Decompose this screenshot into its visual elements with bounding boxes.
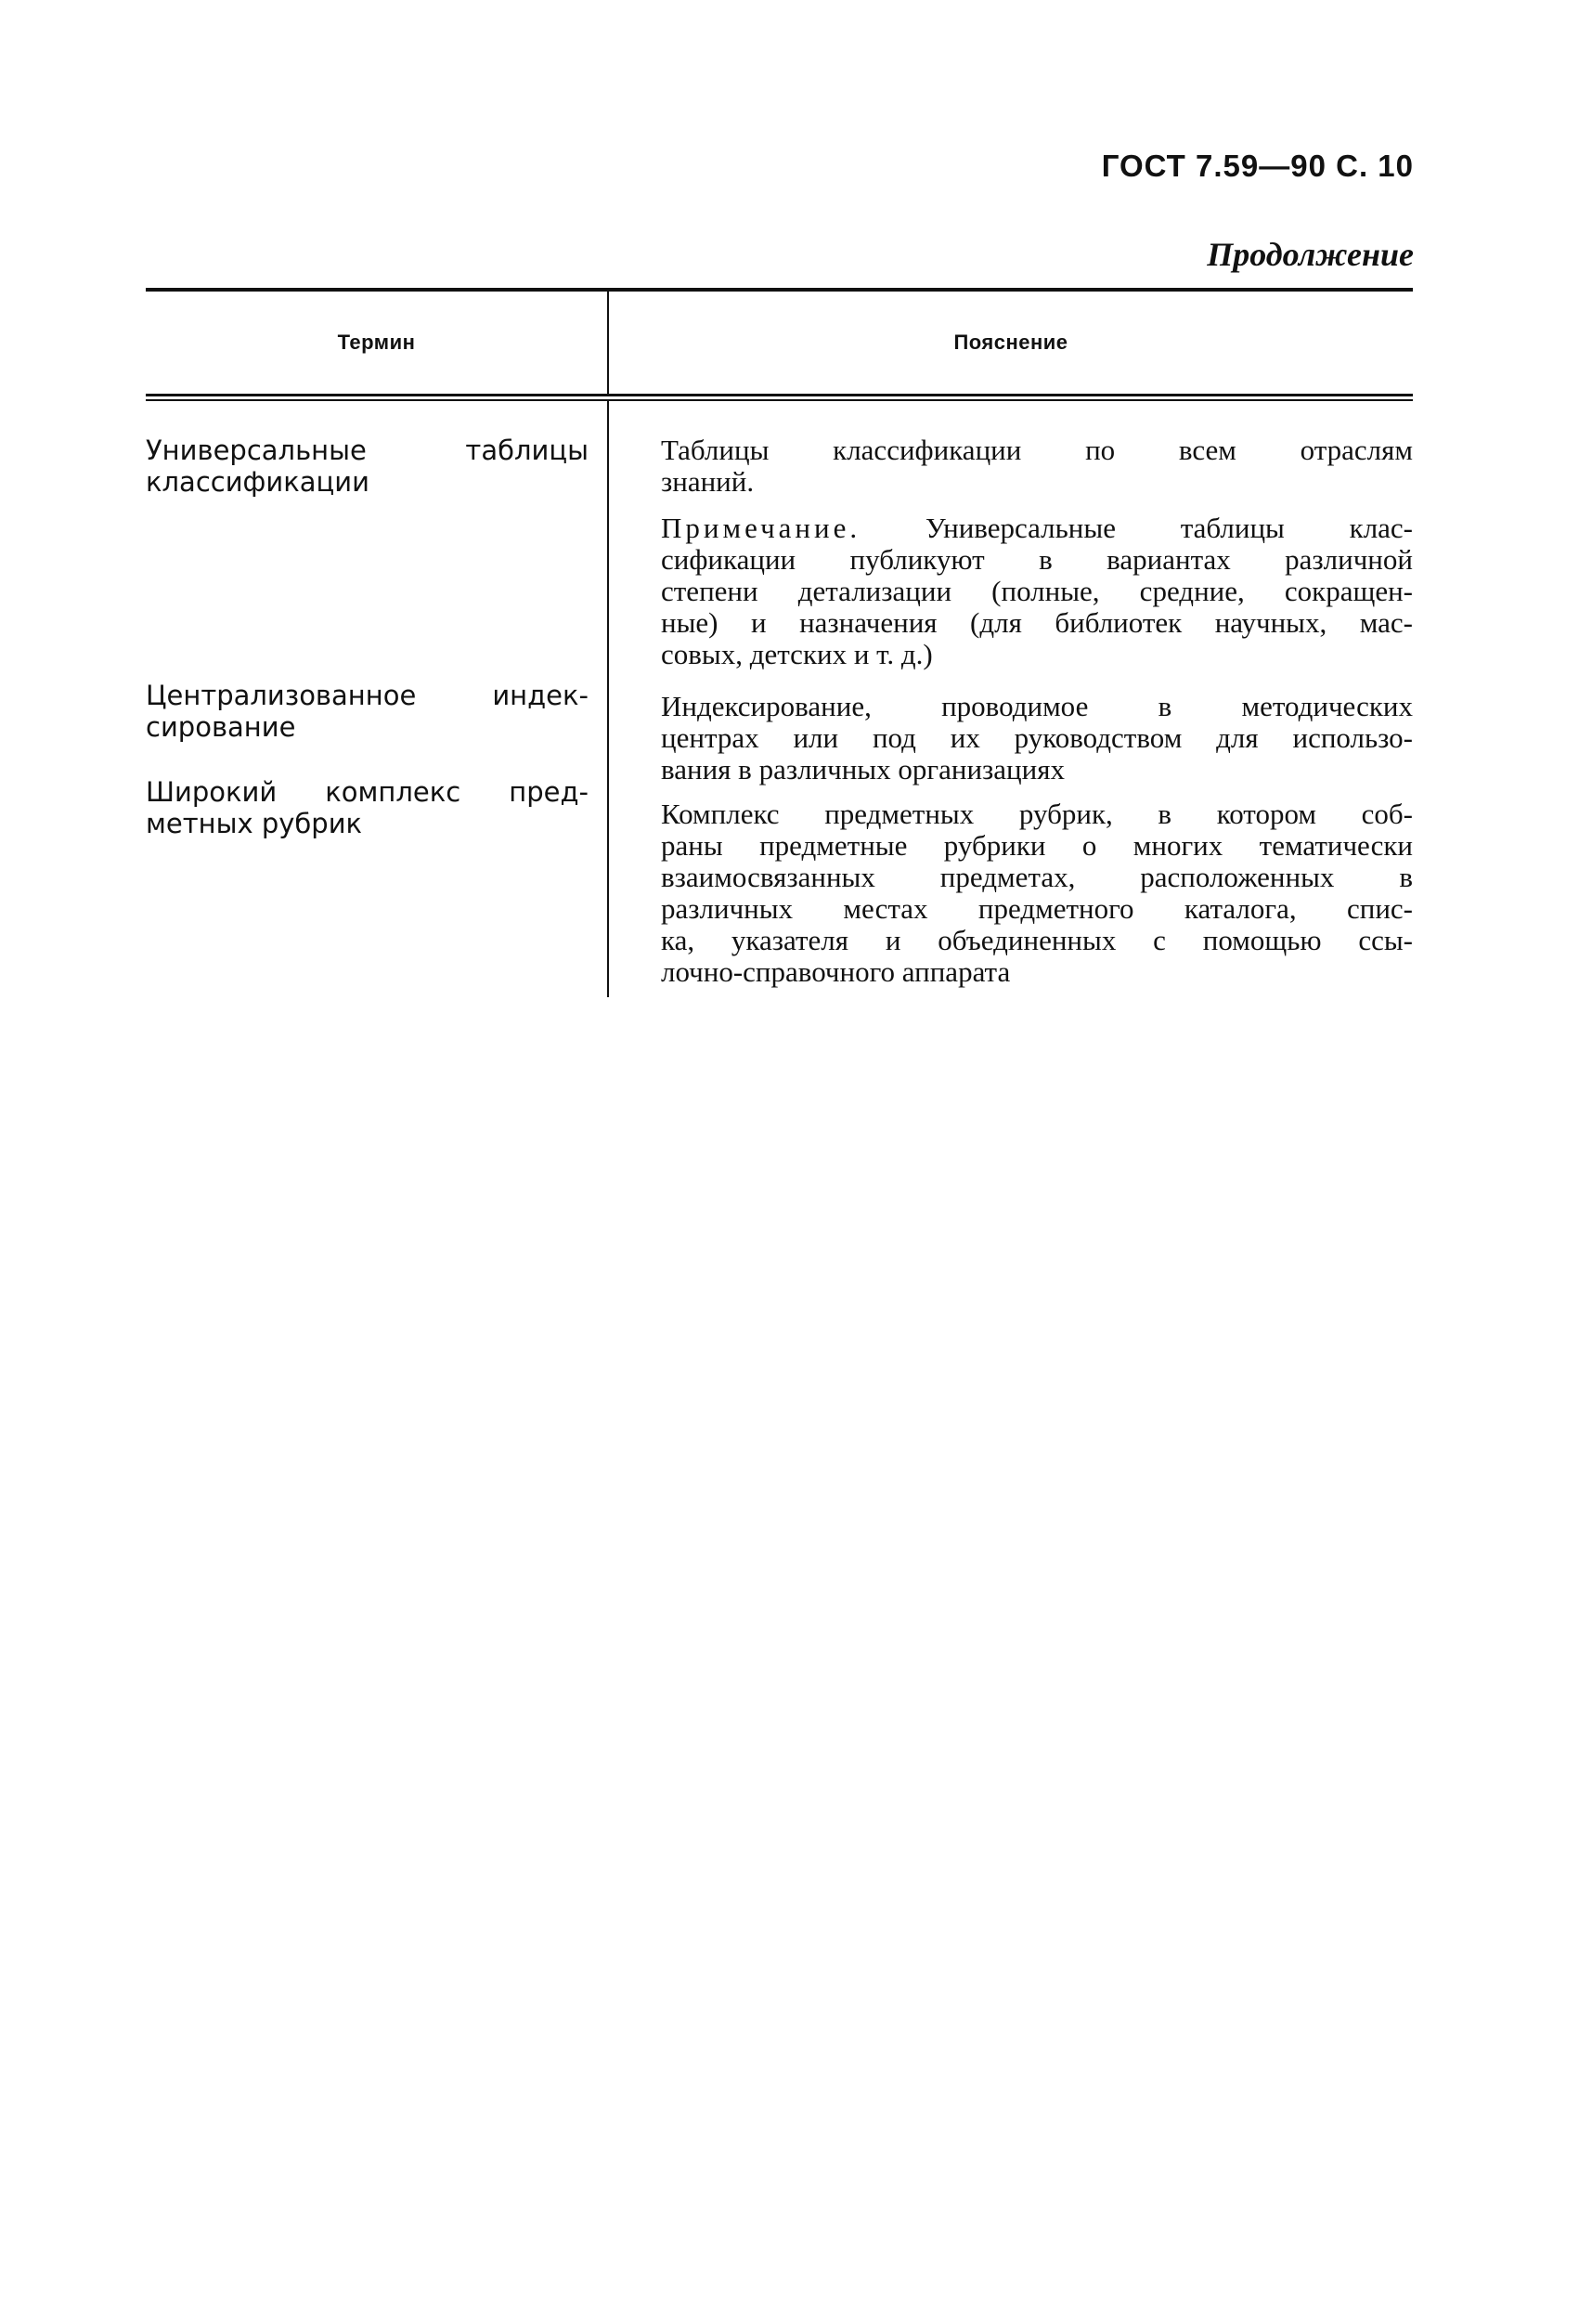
explanation-line: знаний. — [661, 465, 755, 498]
page-reference: ГОСТ 7.59—90 С. 10 — [1101, 149, 1414, 183]
term-line: сирование — [146, 711, 296, 743]
term-line: классификации — [146, 466, 369, 498]
column-header-explanation: Пояснение — [607, 292, 1413, 394]
term-line: метных рубрик — [146, 808, 363, 839]
column-header-term: Термин — [337, 331, 416, 354]
continuation-label: Продолжение — [1207, 236, 1414, 273]
table-body — [146, 401, 1413, 997]
term-broad-subject-heading-complex — [146, 776, 589, 839]
explanations-column — [607, 401, 1413, 997]
term-universal-tables — [146, 435, 589, 680]
term-line: Универсальные таблицы — [146, 435, 589, 466]
term-centralized-indexing — [146, 680, 589, 776]
note-line: Универсальные таблицы клас- — [925, 512, 1414, 544]
term-line: Централизованное индек- — [146, 680, 589, 711]
note-first-line — [661, 513, 1413, 544]
note-line: степени детализации (полные, средние, сокращен- — [661, 575, 1413, 607]
note-universal-tables — [661, 513, 1413, 670]
note-line: ные) и назначения (для библиотек научных, мас- — [661, 606, 1413, 639]
explanation-line: ка, указателя и объединенных с помощью ссы- — [661, 924, 1413, 956]
note-line: сификации публикуют в вариантах различной — [661, 543, 1413, 576]
explanation-line: вания в различных организациях — [661, 753, 1065, 785]
terms-column — [146, 401, 607, 997]
explanation-centralized-indexing — [661, 691, 1413, 785]
explanation-broad-subject-heading-complex — [661, 798, 1413, 988]
explanation-line: центрах или под их руководством для использо- — [661, 721, 1413, 754]
terms-table — [146, 288, 1413, 997]
note-label: Примечание. — [661, 512, 861, 544]
explanation-line: лочно-справочного аппарата — [661, 955, 1011, 988]
explanation-line: Комплекс предметных рубрик, в котором соб- — [661, 798, 1413, 830]
table-header-rule — [146, 394, 1413, 401]
note-line: совых, детских и т. д.) — [661, 638, 933, 670]
table-header-row — [146, 292, 1413, 394]
explanation-line: Индексирование, проводимое в методических — [661, 690, 1413, 722]
explanation-line: взаимосвязанных предметах, расположенных в — [661, 861, 1413, 893]
term-line: Широкий комплекс пред- — [146, 776, 589, 808]
explanation-universal-tables — [661, 435, 1413, 498]
explanation-line: различных местах предметного каталога, спис- — [661, 892, 1413, 925]
explanation-line: Таблицы классификации по всем отраслям — [661, 434, 1413, 466]
explanation-line: раны предметные рубрики о многих тематически — [661, 829, 1413, 862]
